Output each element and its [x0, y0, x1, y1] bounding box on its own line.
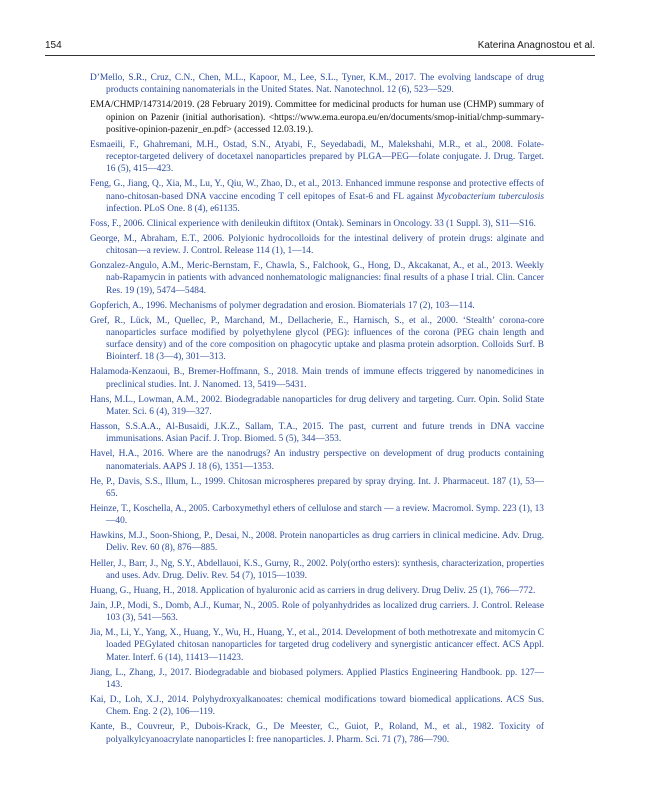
reference-entry[interactable]	[90, 448, 544, 472]
reference-entry[interactable]	[90, 667, 544, 691]
header-rule	[45, 55, 595, 56]
reference-entry[interactable]	[90, 558, 544, 582]
reference-text: Kante, B., Couvreur, P., Dubois-Krack, G., De Meester, C., Guiot, P., Roland, M., et al., 1982. Toxicity of polyalkylcyanoacrylate nanoparticles I: free nanoparticles. J. Pharm. Sci. 71 (7), 786—790.	[90, 722, 544, 745]
reference-entry[interactable]	[90, 300, 544, 312]
reference-entry[interactable]	[90, 178, 544, 215]
reference-text: D’Mello, S.R., Cruz, C.N., Chen, M.L., Kapoor, M., Lee, S.L., Tyner, K.M., 2017. The evolving landscape of drug products containing nanomaterials in the United States. Nat. Nanotechnol. 12 (6), 523—529.	[90, 73, 544, 96]
reference-text: Esmaeili, F., Ghahremani, M.H., Ostad, S.N., Atyabi, F., Seyedabadi, M., Malekshahi, M.R., et al., 2008. Folate-receptor-targeted delivery of docetaxel nanoparticles prepared by PLGA—PEG—folate conjugate. J. Drug. Target. 16 (5), 415—423.	[90, 139, 544, 175]
reference-text: Gonzalez-Angulo, A.M., Meric-Bernstam, F., Chawla, S., Falchook, G., Hong, D., Akcakanat, A., et al., 2013. Weekly nab-Rapamycin in patients with advanced nonhematologic malignancies: final results of a phase I trial. Clin. Cancer Res. 19 (19), 5474—5484.	[90, 261, 544, 296]
running-head: Katerina Anagnostou et al.	[477, 40, 595, 51]
reference-entry[interactable]	[90, 585, 544, 597]
reference-text: Halamoda-Kenzaoui, B., Bremer-Hoffmann, S., 2018. Main trends of immune effects triggered by nanomedicines in preclinical studies. Int. J. Nanomed. 13, 5419—5431.	[90, 367, 544, 390]
reference-text: Hawkins, M.J., Soon-Shiong, P., Desai, N., 2008. Protein nanoparticles as drug carriers in clinical medicine. Adv. Drug. Deliv. Rev. 60 (8), 876—885.	[90, 531, 544, 554]
reference-text: Heller, J., Barr, J., Ng, S.Y., Abdellauoi, K.S., Gurny, R., 2002. Poly(ortho esters): synthesis, characterization, properties and uses. Adv. Drug. Deliv. Rev. 54 (7), 1015—1039.	[90, 558, 544, 581]
reference-text: Gopferich, A., 1996. Mechanisms of polymer degradation and erosion. Biomaterials 17 (2), 103—114.	[90, 300, 475, 311]
reference-text: Feng, G., Jiang, Q., Xia, M., Lu, Y., Qiu, W., Zhao, D., et al., 2013. Enhanced immune response and protective effects of nano-chitosan-based DNA vaccine encoding T cell epitopes of Esat-6 and FL against	[90, 179, 544, 202]
reference-entry[interactable]	[90, 139, 544, 176]
reference-text: Jia, M., Li, Y., Yang, X., Huang, Y., Wu, H., Huang, Y., et al., 2014. Development of both methotrexate and mitomycin C loaded PEGylated chitosan nanoparticles for targeted drug codelivery and synergistic anticancer effect. ACS Appl. Mater. Interf. 6 (14), 11413—11423.	[90, 628, 544, 663]
reference-italic-text: Mycobacterium tuberculosis	[436, 191, 544, 202]
reference-text: He, P., Davis, S.S., Illum, L., 1999. Chitosan microspheres prepared by spray drying. Int. J. Pharmaceut. 187 (1), 53—65.	[90, 476, 544, 499]
reference-entry[interactable]	[90, 233, 544, 257]
reference-entry[interactable]	[90, 421, 544, 445]
reference-text: EMA/CHMP/147314/2019. (28 February 2019). Committee for medicinal products for human use (CHMP) summary of opinion on Pazenir (initial authorisation). <https://www.ema.europa.eu/en/documents/smop-initial/chmp-summary-positive-opinion-pazenir_en.pdf> (accessed 12.03.19.).	[90, 100, 544, 135]
reference-text: Havel, H.A., 2016. Where are the nanodrugs? An industry perspective on development of drug products containing nanomaterials. AAPS J. 18 (6), 1351—1353.	[90, 449, 544, 472]
reference-text: Heinze, T., Koschella, A., 2005. Carboxymethyl ethers of cellulose and starch — a review. Macromol. Symp. 223 (1), 13—40.	[90, 503, 544, 527]
reference-text: Kai, D., Loh, X.J., 2014. Polyhydroxyalkanoates: chemical modifications toward biomedical applications. ACS Sus. Chem. Eng. 2 (2), 106—119.	[90, 695, 544, 718]
reference-entry[interactable]	[90, 530, 544, 554]
reference-text: George, M., Abraham, E.T., 2006. Polyionic hydrocolloids for the intestinal delivery of protein drugs: alginate and chitosan—a review. J. Control. Release 114 (1), 1—14.	[90, 233, 544, 257]
reference-entry[interactable]	[90, 394, 544, 418]
reference-text: Gref, R., Lück, M., Quellec, P., Marchand, M., Dellacherie, E., Harnisch, S., et al., 2000. ‘Stealth’ corona-core nanoparticles surface modified by polyethylene glycol (PEG): influences of the corona (PEG chain length and surface density) and of the core composition on phagocytic uptake and plasma protein adsorption. Colloids Surf. B Biointerf. 18 (3—4), 301—313.	[90, 315, 544, 363]
reference-text-tail: infection. PLoS One. 8 (4), e61135.	[106, 203, 240, 214]
reference-list	[90, 72, 544, 749]
reference-entry[interactable]	[90, 627, 544, 664]
reference-entry[interactable]	[90, 72, 544, 96]
reference-entry[interactable]	[90, 600, 544, 624]
reference-entry[interactable]	[90, 218, 544, 230]
reference-text: Jain, J.P., Modi, S., Domb, A.J., Kumar, N., 2005. Role of polyanhydrides as localized drug carriers. J. Control. Release 103 (3), 541—563.	[90, 600, 544, 624]
reference-entry[interactable]	[90, 260, 544, 297]
reference-entry[interactable]	[90, 99, 544, 136]
page-header	[45, 40, 595, 54]
reference-entry[interactable]	[90, 721, 544, 745]
page-number: 154	[45, 40, 62, 51]
reference-entry[interactable]	[90, 366, 544, 390]
reference-text: Foss, F., 2006. Clinical experience with denileukin diftitox (Ontak). Seminars in Oncology. 33 (1 Suppl. 3), S11—S16.	[90, 218, 536, 229]
reference-entry[interactable]	[90, 694, 544, 718]
reference-entry[interactable]	[90, 476, 544, 500]
reference-text: Hans, M.L., Lowman, A.M., 2002. Biodegradable nanoparticles for drug delivery and targeting. Curr. Opin. Solid State Mater. Sci. 6 (4), 319—327.	[90, 394, 544, 417]
reference-entry[interactable]	[90, 315, 544, 364]
reference-entry[interactable]	[90, 503, 544, 527]
reference-text: Huang, G., Huang, H., 2018. Application of hyaluronic acid as carriers in drug delivery. Drug Deliv. 25 (1), 766—772.	[90, 585, 536, 596]
reference-text: Hasson, S.S.A.A., Al-Busaidi, J.K.Z., Sallam, T.A., 2015. The past, current and future trends in DNA vaccine immunisations. Asian Pacif. J. Trop. Biomed. 5 (5), 344—353.	[90, 422, 544, 445]
reference-text: Jiang, L., Zhang, J., 2017. Biodegradable and biobased polymers. Applied Plastics Engineering Handbook. pp. 127—143.	[90, 667, 544, 690]
